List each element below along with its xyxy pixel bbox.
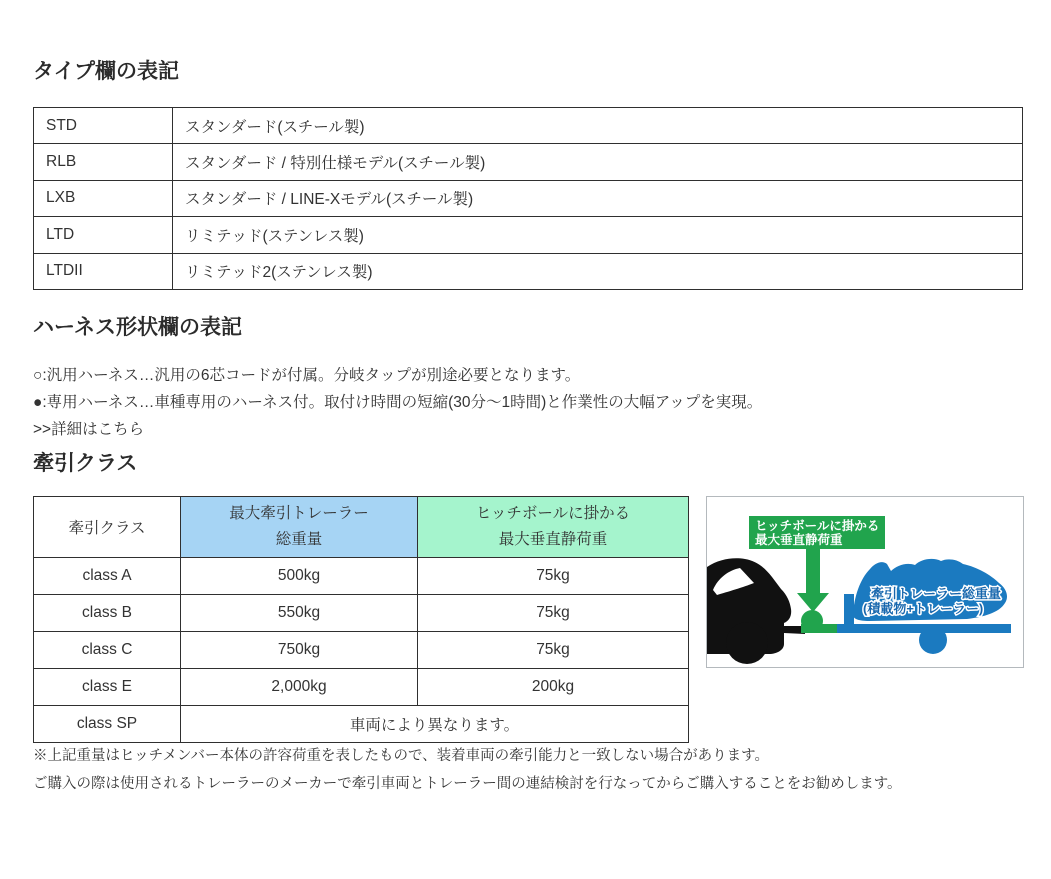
type-desc: スタンダード(スチール製) (173, 108, 1023, 144)
table-row (34, 595, 689, 632)
note-capacity: ※上記重量はヒッチメンバー本体の許容荷重を表したもので、装着車両の牽引能力と一致しない場合があります。 (33, 748, 770, 764)
towing-class-table (33, 496, 689, 743)
hitch-load-label-line1: ヒッチボールに掛かる (755, 519, 880, 533)
type-code: LTDII (34, 253, 173, 289)
type-section-title: タイプ欄の表記 (33, 60, 179, 83)
note-purchase: ご購入の際は使用されるトレーラーのメーカーで牽引車両とトレーラー間の連結検討を行なってからご購入することをお勧めします。 (33, 776, 902, 792)
class-cell: class E (34, 669, 181, 706)
arrow-down-shaft (806, 547, 820, 593)
load-cell: 75kg (418, 632, 689, 669)
table-row (34, 558, 689, 595)
class-cell: class C (34, 632, 181, 669)
towing-diagram-svg (707, 497, 1023, 667)
type-desc: スタンダード / 特別仕様モデル(スチール製) (173, 144, 1023, 180)
class-cell: class A (34, 558, 181, 595)
detail-link[interactable]: >>詳細はこちら (33, 421, 145, 438)
table-row (34, 108, 1023, 144)
class-cell: class B (34, 595, 181, 632)
trailer-weight-label-line1: 牽引トレーラー総重量 (871, 586, 1002, 601)
header-max-vertical-load: ヒッチボールに掛かる 最大垂直静荷重 (418, 497, 689, 558)
header-towing-class: 牽引クラス (34, 497, 181, 558)
hitch-load-label-line2: 最大垂直静荷重 (755, 533, 843, 547)
harness-description (33, 362, 762, 443)
type-code: STD (34, 108, 173, 144)
load-cell: 200kg (418, 669, 689, 706)
hitch-ball-icon (801, 610, 823, 632)
car-wheel-icon (726, 622, 768, 664)
trailer-post (844, 594, 854, 626)
table-row (34, 632, 689, 669)
arrow-down-icon (797, 593, 829, 612)
load-cell: 75kg (418, 595, 689, 632)
weight-cell: 500kg (181, 558, 418, 595)
harness-dedicated-line: ●:専用ハーネス…車種専用のハーネス付。取付け時間の短縮(30分〜1時間)と作業性の大幅アップを実現。 (33, 394, 763, 411)
table-row (34, 253, 1023, 289)
type-desc: スタンダード / LINE-Xモデル(スチール製) (173, 180, 1023, 216)
type-table (33, 107, 1023, 290)
table-row-sp (34, 706, 689, 743)
towing-section-title: 牽引クラス (33, 452, 138, 475)
table-row (34, 144, 1023, 180)
sp-note-cell: 車両により異なります。 (181, 706, 689, 743)
table-row (34, 180, 1023, 216)
harness-universal-line: ○:汎用ハーネス…汎用の6芯コードが付属。分岐タップが別途必要となります。 (33, 367, 581, 384)
trailer-wheel-icon (919, 626, 947, 654)
type-code: RLB (34, 144, 173, 180)
type-code: LTD (34, 217, 173, 253)
weight-cell: 750kg (181, 632, 418, 669)
type-code: LXB (34, 180, 173, 216)
table-header-row (34, 497, 689, 558)
type-desc: リミテッド(ステンレス製) (173, 217, 1023, 253)
weight-cell: 2,000kg (181, 669, 418, 706)
weight-cell: 550kg (181, 595, 418, 632)
table-row (34, 669, 689, 706)
harness-section-title: ハーネス形状欄の表記 (33, 316, 242, 339)
load-cell: 75kg (418, 558, 689, 595)
header-max-trailer-weight: 最大牽引トレーラー 総重量 (181, 497, 418, 558)
class-cell: class SP (34, 706, 181, 743)
towing-diagram (706, 496, 1024, 668)
trailer-weight-label-line2: (積載物+トレーラー) (863, 601, 984, 616)
type-desc: リミテッド2(ステンレス製) (173, 253, 1023, 289)
table-row (34, 217, 1023, 253)
